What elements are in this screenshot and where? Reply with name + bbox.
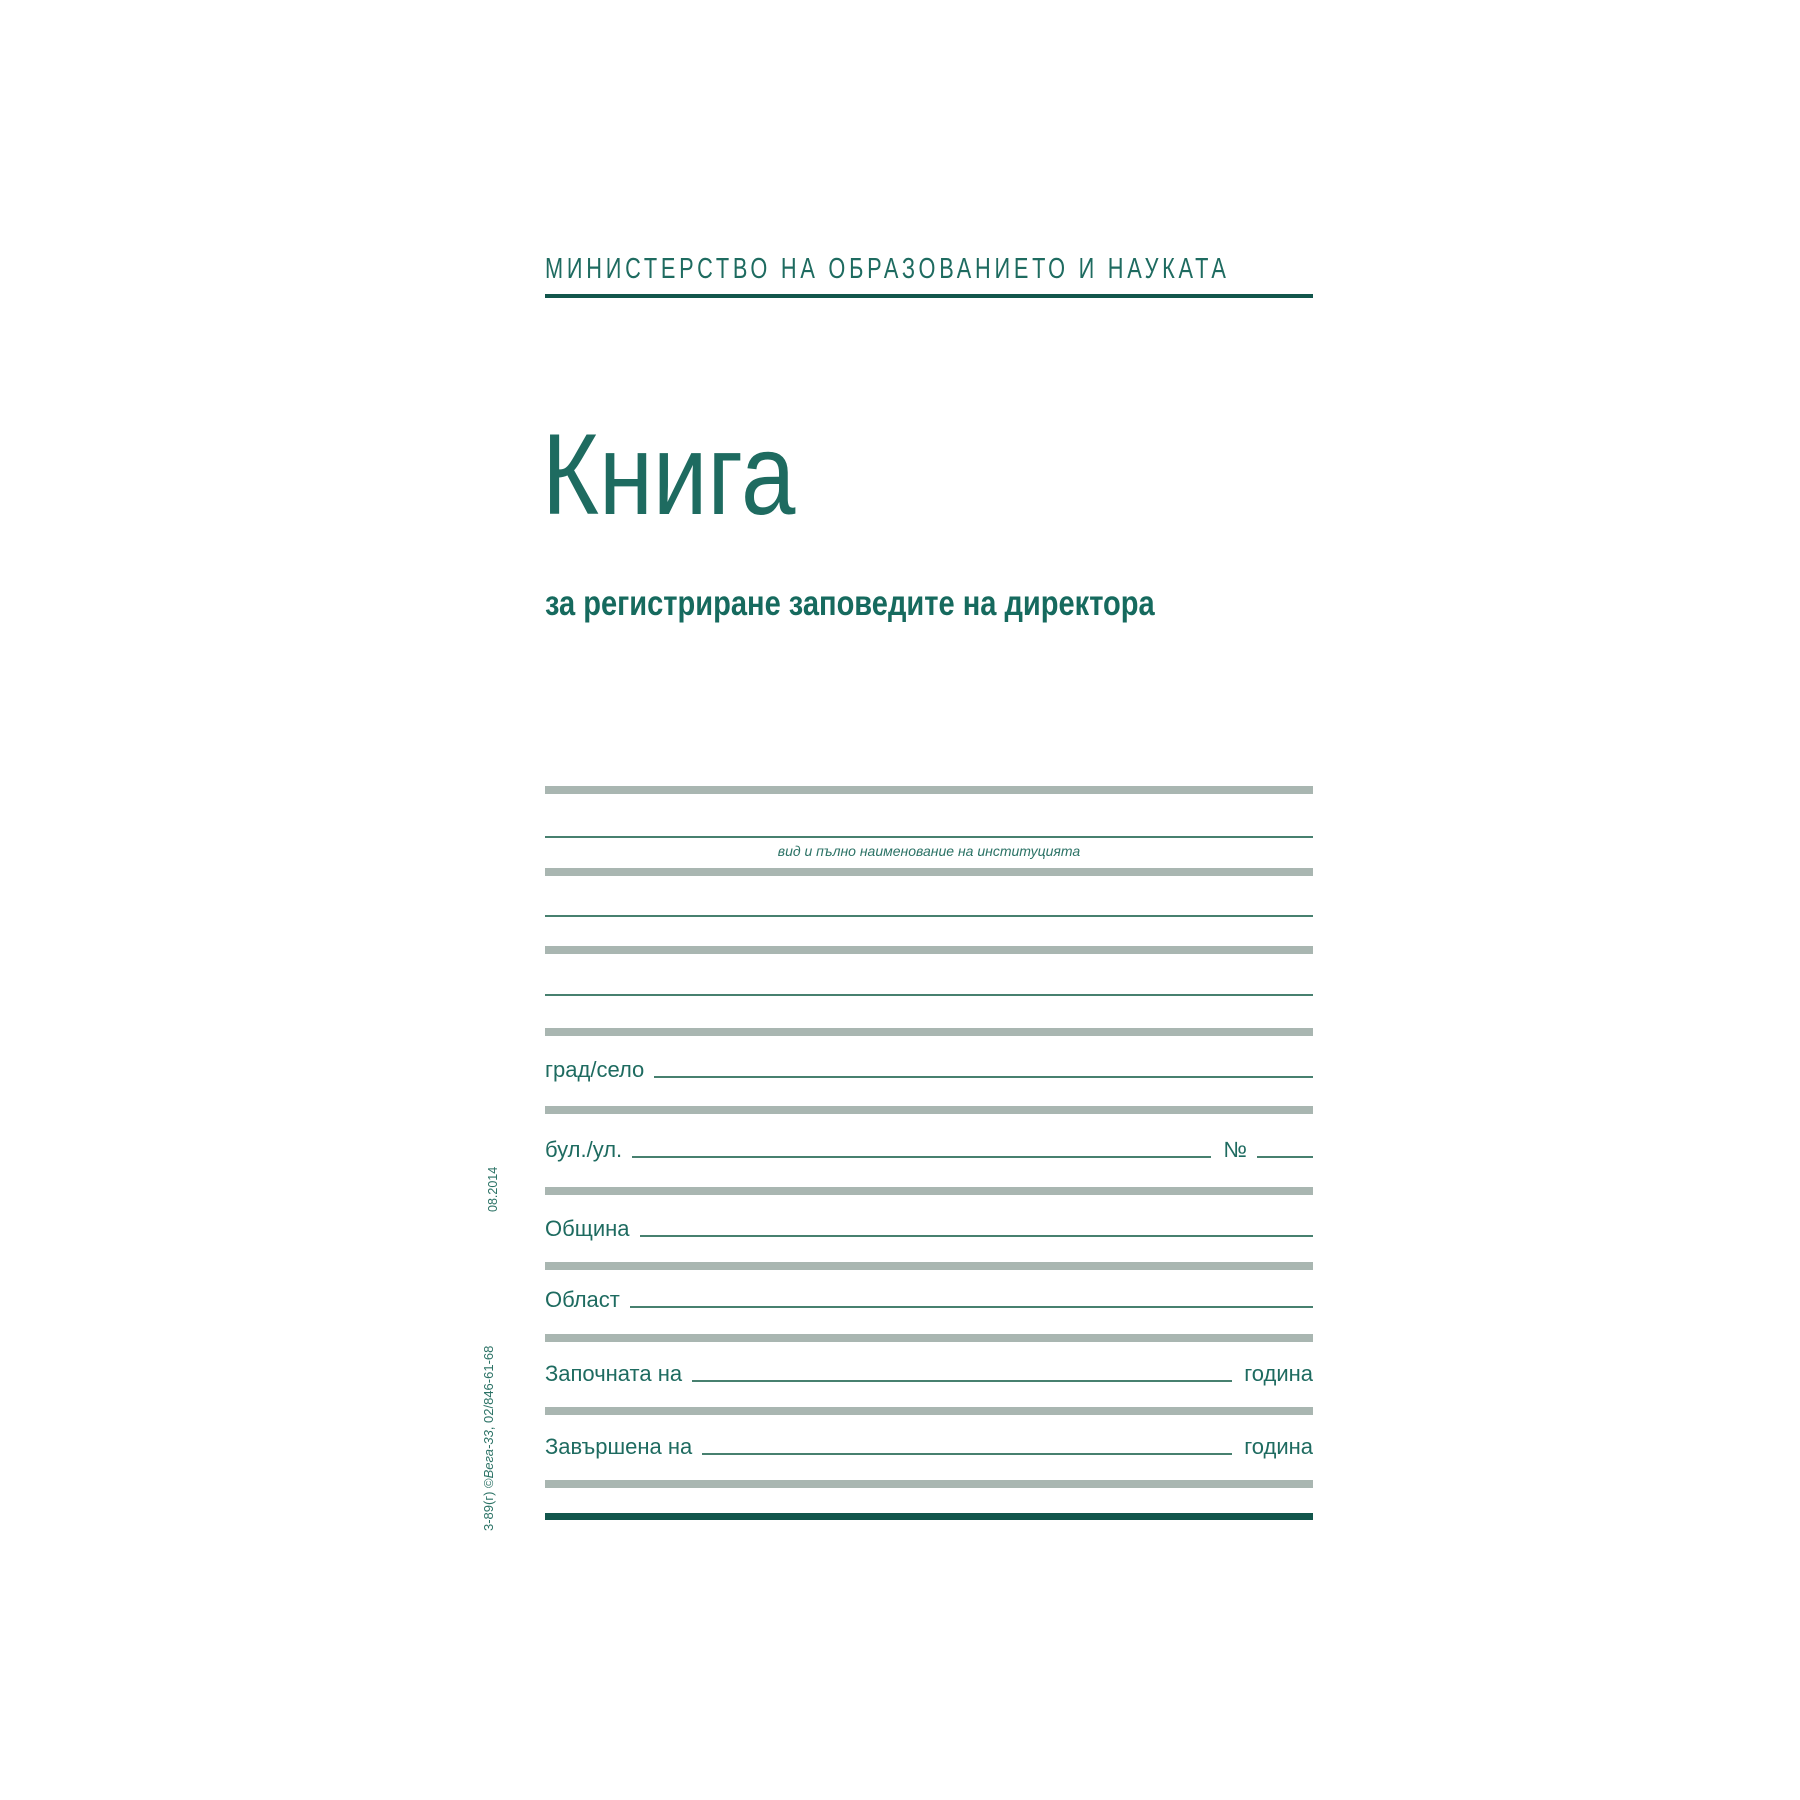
separator-bar-4 — [545, 1028, 1313, 1036]
bottom-rule — [545, 1513, 1313, 1520]
separator-bar-6 — [545, 1187, 1313, 1195]
separator-bar-8 — [545, 1334, 1313, 1342]
print-code-brand: Вега-33 — [481, 1430, 496, 1479]
book-title: Книга — [542, 411, 796, 539]
separator-bar-9 — [545, 1407, 1313, 1415]
municipality-row — [545, 1207, 1313, 1241]
blank-write-line-1 — [545, 915, 1313, 917]
started-on-label: Започната на — [545, 1361, 683, 1386]
city-village-label: град/село — [545, 1057, 645, 1082]
separator-bar-2 — [545, 868, 1313, 876]
district-write-line — [630, 1306, 1313, 1308]
ministry-header: МИНИСТЕРСТВО НА ОБРАЗОВАНИЕТО И НАУКАТА — [545, 253, 1230, 285]
print-code-suffix: , 02/846-61-68 — [481, 1345, 496, 1431]
book-subtitle: за регистриране заповедите на директора — [545, 584, 1155, 623]
separator-bar-5 — [545, 1106, 1313, 1114]
print-code-prefix: 3-89(г) © — [481, 1478, 496, 1531]
finished-on-write-line — [702, 1453, 1232, 1455]
street-label: бул./ул. — [545, 1137, 623, 1162]
started-on-row — [545, 1352, 1313, 1386]
municipality-label: Община — [545, 1216, 630, 1241]
street-number-write-line — [1257, 1156, 1313, 1158]
district-label: Област — [545, 1287, 620, 1312]
blank-write-line-2 — [545, 994, 1313, 996]
street-row — [545, 1128, 1313, 1162]
edition-date-vertical: 08.2014 — [486, 1166, 500, 1212]
print-code-vertical — [481, 1346, 496, 1531]
district-row — [545, 1278, 1313, 1312]
street-number-label: № — [1223, 1137, 1247, 1162]
municipality-write-line — [640, 1235, 1314, 1237]
separator-bar-10 — [545, 1480, 1313, 1488]
separator-bar-3 — [545, 946, 1313, 954]
city-village-row — [545, 1048, 1313, 1082]
street-write-line — [632, 1156, 1211, 1158]
institution-caption: вид и пълно наименование на институцията — [777, 843, 1081, 859]
finished-on-row — [545, 1425, 1313, 1459]
institution-write-line — [545, 836, 1313, 838]
separator-bar-7 — [545, 1262, 1313, 1270]
city-village-write-line — [654, 1076, 1313, 1078]
finished-year-label: година — [1244, 1434, 1313, 1459]
separator-bar-1 — [545, 786, 1313, 794]
finished-on-label: Завършена на — [545, 1434, 693, 1459]
ministry-header-underline — [545, 294, 1313, 298]
started-year-label: година — [1244, 1361, 1313, 1386]
started-on-write-line — [692, 1380, 1232, 1382]
